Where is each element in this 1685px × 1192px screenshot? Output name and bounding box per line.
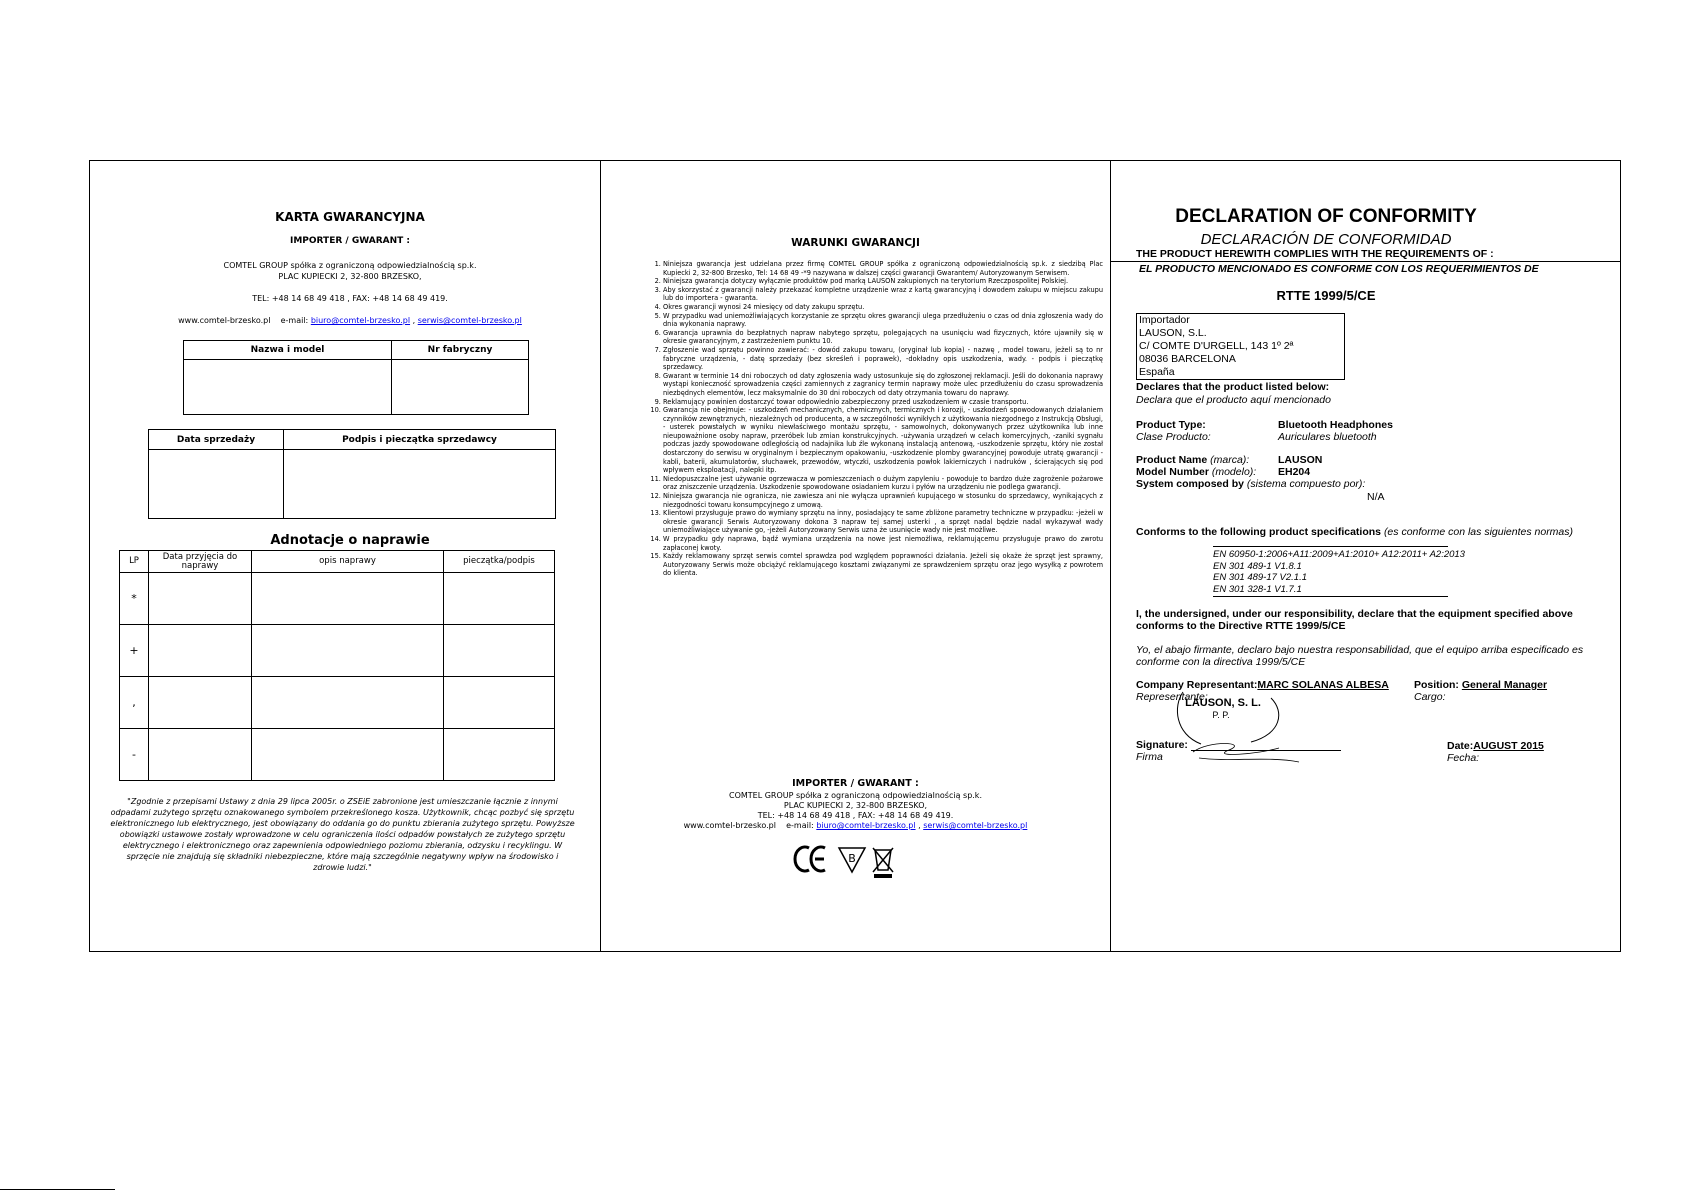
list-item: 14. W przypadku gdy naprawa, bądź wymiana urządzenia na nowe jest niemożliwa, reklamującemu przysługuje prawo do zwrotu zapłaconej kwoty. bbox=[663, 535, 1103, 552]
email-separator: , bbox=[412, 316, 416, 325]
model-value: EH204 bbox=[1278, 466, 1311, 478]
declaration-panel bbox=[1111, 160, 1620, 952]
signature-label-es: Firma bbox=[1136, 751, 1163, 763]
warranty-terms-list bbox=[641, 260, 1103, 578]
product-type-label-es: Clase Producto: bbox=[1136, 431, 1211, 443]
list-item: 3. Aby skorzystać z gwarancji należy przekazać kompletne urządzenie wraz z kartą gwarancyjną i dowodem zakupu w miejscu zakupu lub do importera - gwaranta. bbox=[663, 286, 1103, 303]
list-item: 12. Niniejsza gwarancja nie ogranicza, nie zawiesza ani nie wyłącza uprawnień kupującego w stosunku do sprzedawcy, wynikających z niezgodności towaru konsumpcyjnego z umową. bbox=[663, 492, 1103, 509]
list-item: 4. Okres gwarancji wynosi 24 miesięcy od daty zakupu sprzętu. bbox=[663, 303, 1103, 312]
stamp-pp: P. P. bbox=[1212, 710, 1230, 720]
date-value: AUGUST 2015 bbox=[1473, 740, 1544, 752]
sale-date-cell[interactable] bbox=[149, 450, 284, 519]
standard-item: EN 301 489-17 V2.1.1 bbox=[1213, 572, 1308, 583]
conforms-row bbox=[1136, 526, 1573, 538]
column-header-sale-date: Data sprzedaży bbox=[149, 430, 284, 450]
importer-line: España bbox=[1139, 366, 1175, 378]
website-link[interactable]: www.comtel-brzesko.pl bbox=[683, 821, 776, 830]
email-separator: , bbox=[918, 821, 921, 830]
warranty-card-title: KARTA GWARANCYJNA bbox=[275, 210, 425, 224]
email-label: e-mail: bbox=[280, 316, 309, 325]
column-header-serial: Nr fabryczny bbox=[392, 341, 529, 360]
date-label: Date: bbox=[1447, 740, 1474, 752]
complies-en: THE PRODUCT HEREWITH COMPLIES WITH THE REQUIREMENTS OF : bbox=[1136, 248, 1494, 260]
table-cell[interactable] bbox=[149, 573, 252, 625]
row-marker: * bbox=[120, 573, 149, 625]
seller-signature-cell[interactable] bbox=[284, 450, 556, 519]
divider-line bbox=[1111, 261, 1620, 262]
standards-line-bottom bbox=[1213, 596, 1448, 597]
undersigned-en: I, the undersigned, under our responsibility, declare that the equipment specified above conforms to the Directive RTTE 1999/5/CE bbox=[1136, 608, 1573, 632]
list-item: 2. Niniejsza gwarancja dotyczy wyłącznie produktów pod marką LAUSON zakupionych na terytorium Rzeczpospolitej Polskiej. bbox=[663, 277, 1103, 286]
column-header-date-received: Data przyjęcia do naprawy bbox=[149, 551, 252, 573]
position-value: General Manager bbox=[1461, 679, 1548, 691]
row-marker: + bbox=[120, 625, 149, 677]
warranty-terms-title: WARUNKI GWARANCJI bbox=[791, 237, 920, 249]
column-header-stamp-signature: pieczątka/podpis bbox=[444, 551, 555, 573]
scan-edge-line bbox=[0, 1189, 115, 1190]
standard-item: EN 301 328-1 V1.7.1 bbox=[1213, 583, 1302, 595]
weee-bin-icon bbox=[873, 848, 893, 878]
list-item: 13. Klientowi przysługuje prawo do wymiany sprzętu na inny, posiadający te same zbliżone parametry techniczne w przypadku: -jeżeli w okresie gwarancji Serwis Autoryzowany dokona 3 napraw tej samej usterki , a sprzęt nadal będzie nadal wykazywał wady uniemożliwiające używanie go, -jeżeli Autoryzowany Serwis uzna że usunięcie wady nie jest możliwe. bbox=[663, 509, 1103, 535]
directive-title: RTTE 1999/5/CE bbox=[1276, 288, 1376, 303]
position-label: Position: bbox=[1414, 679, 1459, 691]
list-item: 9. Reklamujący powinien dostarczyć towar odpowiednio zabezpieczony przed uszkodzeniem w czasie transportu. bbox=[663, 398, 1103, 407]
table-cell[interactable] bbox=[252, 677, 444, 729]
company-phone: TEL: +48 14 68 49 418 , FAX: +48 14 68 49 419. bbox=[252, 294, 448, 303]
rep-label: Company Representant: bbox=[1136, 679, 1258, 691]
table-cell[interactable] bbox=[252, 625, 444, 677]
importer-heading-2: IMPORTER / GWARANT : bbox=[792, 778, 919, 789]
system-label-es: (sistema compuesto por): bbox=[1246, 478, 1366, 490]
signature-label: Signature: bbox=[1136, 739, 1188, 751]
list-item: 11. Niedopuszczalne jest używanie ogrzewacza w pomieszczeniach o dużym zapyleniu - powoduje to bardzo duże zagrożenie pożarowe oraz zniszczenie urządzenia. Uszkodzenie spowodowane osiadaniem kurzu i pyłów na urządzeniu nie podlega gwarancji. bbox=[663, 475, 1103, 492]
product-table bbox=[183, 340, 529, 415]
certification-marks bbox=[791, 840, 911, 880]
column-header-seller-signature: Podpis i pieczątka sprzedawcy bbox=[284, 430, 556, 450]
product-type-value-es: Auriculares bluetooth bbox=[1278, 431, 1377, 443]
repairs-title: Adnotacje o naprawie bbox=[270, 533, 430, 548]
contact-line-2 bbox=[601, 821, 1110, 831]
table-cell[interactable] bbox=[444, 573, 555, 625]
rep-label-es: Representante: bbox=[1136, 691, 1208, 703]
company-address-2: PLAC KUPIECKI 2, 32-800 BRZESKO, bbox=[783, 801, 928, 810]
importer-box bbox=[1136, 313, 1345, 380]
declares-en: Declares that the product listed below: bbox=[1136, 381, 1330, 393]
complies-es: EL PRODUCTO MENCIONADO ES CONFORME CON LOS REQUERIMIENTOS DE bbox=[1139, 263, 1539, 275]
b-mark-icon bbox=[839, 848, 865, 872]
product-type-label: Product Type: bbox=[1136, 419, 1206, 431]
list-item: 15. Każdy reklamowany sprzęt serwis comtel sprawdza pod względem poprawności działania. Jeżeli się okaże że sprzęt jest sprawny, Autoryzowany Serwis może obciążyć reklamującego kosztami związanymi ze sprawdzeniem sprzętu oraz jego wysyłką z powrotem do klienta. bbox=[663, 552, 1103, 578]
company-address: PLAC KUPIECKI 2, 32-800 BRZESKO, bbox=[278, 272, 422, 281]
table-cell[interactable] bbox=[444, 677, 555, 729]
system-label: System composed by bbox=[1136, 478, 1244, 490]
product-name-row bbox=[1136, 454, 1249, 466]
email-label: e-mail: bbox=[786, 821, 814, 830]
table-cell[interactable] bbox=[149, 677, 252, 729]
list-item: 7. Zgłoszenie wad sprzętu powinno zawierać: - dowód zakupu towaru, (oryginał lub kopia) - nazwę , model towaru, jeżeli są to nr fabryczne urządzenia, - datę sprzedaży (bez skreśleń i poprawek), -dokładny opis uszkodzenia, wady. - podpis i pieczątkę sprzedawcy. bbox=[663, 346, 1103, 372]
importer-heading: IMPORTER / GWARANT : bbox=[289, 236, 411, 246]
table-cell[interactable] bbox=[149, 625, 252, 677]
standard-item: EN 301 489-1 V1.8.1 bbox=[1213, 560, 1302, 572]
column-header-name-model: Nazwa i model bbox=[184, 341, 392, 360]
declaration-title-es: DECLARACIÓN DE CONFORMIDAD bbox=[1200, 231, 1452, 248]
importer-line: C/ COMTE D'URGELL, 143 1º 2ª bbox=[1139, 340, 1294, 352]
stamp-name: LAUSON, S. L. bbox=[1185, 697, 1261, 709]
importer-line: 08036 BARCELONA bbox=[1139, 353, 1236, 365]
website-link[interactable]: www.comtel-brzesko.pl bbox=[178, 316, 271, 325]
email-link-biuro[interactable]: biuro@comtel-brzesko.pl bbox=[310, 316, 411, 325]
declaration-title: DECLARATION OF CONFORMITY bbox=[1175, 206, 1477, 227]
conforms-es: (es conforme con las siguientes normas) bbox=[1383, 526, 1574, 538]
list-item: 8. Gwarant w terminie 14 dni roboczych od daty zgłoszenia wady ustosunkuje się do zgłoszonej reklamacji. Jeśli do dokonania naprawy wystąpi konieczność sprowadzenia części zamiennych z zagranicy termin naprawy może ulec przedłużeniu do czasu sprowadzenia niezbędnych elementów, lecz maksymalnie do 30 dni roboczych od daty otrzymania towaru do naprawy. bbox=[663, 372, 1103, 398]
table-cell[interactable] bbox=[444, 729, 555, 781]
product-name-value: LAUSON bbox=[1278, 454, 1323, 466]
email-link-biuro[interactable]: biuro@comtel-brzesko.pl bbox=[816, 821, 916, 830]
standards-list bbox=[1213, 549, 1465, 595]
system-value: N/A bbox=[1367, 491, 1385, 503]
handwritten-signature bbox=[1189, 732, 1309, 766]
company-name-2: COMTEL GROUP spółka z ograniczoną odpowiedzialnością sp.k. bbox=[729, 791, 982, 800]
sale-table bbox=[148, 429, 556, 519]
table-cell[interactable] bbox=[444, 625, 555, 677]
table-cell[interactable] bbox=[149, 729, 252, 781]
product-name-label-es: (marca): bbox=[1210, 454, 1250, 466]
email-link-serwis[interactable]: serwis@comtel-brzesko.pl bbox=[417, 316, 522, 325]
standards-line-top bbox=[1213, 546, 1448, 547]
product-type-value: Bluetooth Headphones bbox=[1278, 419, 1393, 431]
table-row bbox=[120, 729, 555, 781]
weee-footnote: "Zgodnie z przepisami Ustawy z dnia 29 lipca 2005r. o ZSEiE zabronione jest umieszczanie łącznie z innymi odpadami zużytego sprzętu oznakowanego symbolem przekreślonego kosza. Użytkownik, chcąc pozbyć się sprzętu elektronicznego lub elektrycznego, jest obowiązany do oddania go do punktu zbierania zużytego sprzętu. Powyższe obowiązki ustawowe zostały wprowadzone w celu ograniczenia ilości odpadów powstałych ze zużytego sprzętu elektrycznego i elektronicznego oraz zapewnienia odpowiedniego poziomu zbierania, odzysku i recyklingu. W sprzęcie nie znajdują się składniki niebezpieczne, które mają szczególnie negatywny wpływ na środowisko i zdrowie ludzi." bbox=[110, 797, 575, 872]
name-model-cell[interactable] bbox=[184, 360, 392, 415]
table-cell[interactable] bbox=[252, 729, 444, 781]
contact-line bbox=[90, 315, 610, 326]
table-row bbox=[120, 573, 555, 625]
position-row bbox=[1414, 679, 1547, 691]
row-marker: - bbox=[120, 729, 149, 781]
declares-es: Declara que el producto aquí mencionado bbox=[1136, 394, 1331, 406]
warranty-terms-panel bbox=[601, 160, 1110, 952]
email-link-serwis[interactable]: serwis@comtel-brzesko.pl bbox=[923, 821, 1028, 830]
undersigned-es: Yo, el abajo firmante, declaro bajo nuestra responsabilidad, que el equipo arriba especificado es conforme con la directiva 1999/5/CE bbox=[1136, 644, 1584, 668]
product-name-label: Product Name bbox=[1136, 454, 1208, 466]
serial-cell[interactable] bbox=[392, 360, 529, 415]
model-label: Model Number bbox=[1136, 466, 1209, 478]
model-row bbox=[1136, 466, 1256, 478]
list-item: 5. W przypadku wad uniemożliwiających korzystanie ze sprzętu okres gwarancji ulega przedłużeniu o czas od dnia zgłoszenia wady do dnia wykonania naprawy. bbox=[663, 312, 1103, 329]
date-label-es: Fecha: bbox=[1447, 752, 1480, 764]
svg-text:B: B bbox=[848, 852, 856, 865]
ce-mark-icon bbox=[795, 847, 825, 871]
rep-value: MARC SOLANAS ALBESA bbox=[1257, 679, 1389, 691]
importer-line: Importador bbox=[1139, 314, 1190, 326]
table-row bbox=[120, 677, 555, 729]
table-cell[interactable] bbox=[252, 573, 444, 625]
repairs-table bbox=[119, 550, 555, 781]
table-row bbox=[120, 625, 555, 677]
date-row bbox=[1447, 740, 1544, 752]
company-phone-2: TEL: +48 14 68 49 418 , FAX: +48 14 68 49 419. bbox=[757, 811, 954, 820]
model-label-es: (modelo): bbox=[1211, 466, 1257, 478]
conforms-en: Conforms to the following product specifications bbox=[1136, 526, 1382, 538]
warranty-card-panel bbox=[90, 160, 600, 952]
importer-line: LAUSON, S.L. bbox=[1139, 327, 1207, 339]
row-marker: , bbox=[120, 677, 149, 729]
company-name: COMTEL GROUP spółka z ograniczoną odpowiedzialnością sp.k. bbox=[223, 261, 477, 270]
list-item: 10. Gwarancja nie obejmuje: - uszkodzeń mechanicznych, chemicznych, termicznych i korozji, - uszkodzeń spowodowanych działaniem czynników zewnętrznych, niezależnych od producenta, a w szczególności wynikłych z użytkowania niezgodnego z Instrukcją Obsługi, - usterek powstałych w wyniku niewłaściwego montażu sprzętu, - samowolnych, dokonywanych przez użytkownika lub inne nieupoważnione osoby napraw, przeróbek lub zmian konstrukcyjnych. -używania urządzeń w celach komercyjnych, -zaniki sygnału podczas jazdy spowodowane odległością od nadajnika lub źle wykonaną instalacją antenową, -uszkodzenie sprzętu, który nie został dostarczony do serwisu w oryginalnym i bezpiecznym opakowaniu, -uszkodzenie plomby gwarancyjnej powoduje utratę gwarancji -kabli, baterii, akumulatorów, słuchawek, przewodów, wtyczki, uszkodzenia powłok lakierniczych i nadruków , ścierających się pod wpływem eksploatacji, nalepki itp. bbox=[663, 406, 1103, 475]
system-row bbox=[1136, 478, 1365, 490]
column-header-lp: LP bbox=[120, 551, 149, 573]
list-item: 1. Niniejsza gwarancja jest udzielana przez firmę COMTEL GROUP spółka z ograniczoną odpowiedzialnością sp.k. z siedzibą Plac Kupiecki 2, 32-800 Brzesko, Tel: 14 68 49 -*9 nazywana w dalszej części gwarancji Gwarantem/ Autoryzowanym Serwisem. bbox=[663, 260, 1103, 277]
list-item: 6. Gwarancja uprawnia do bezpłatnych napraw nabytego sprzętu, polegających na usunięciu wad fizycznych, które ujawniły się w okresie gwarancyjnym, z zastrzeżeniem punktu 10. bbox=[663, 329, 1103, 346]
position-label-es: Cargo: bbox=[1414, 691, 1446, 703]
standard-item: EN 60950-1:2006+A11:2009+A1:2010+ A12:2011+ A2:2013 bbox=[1213, 549, 1465, 560]
column-header-repair-description: opis naprawy bbox=[252, 551, 444, 573]
